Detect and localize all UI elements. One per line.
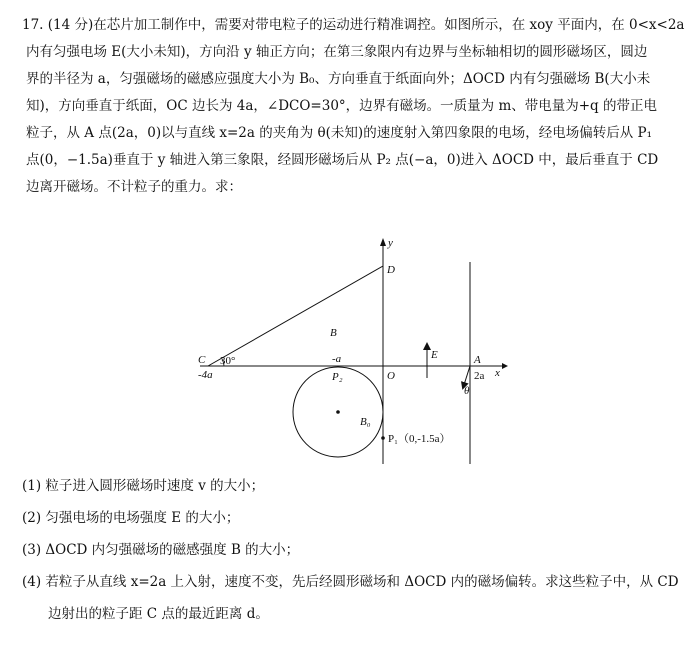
field-e-label: E <box>431 349 438 361</box>
field-b0-label: B₀ <box>360 416 371 428</box>
question-1: (1) 粒子进入圆形磁场时速度 v 的大小； <box>22 478 265 494</box>
circle-center-dot <box>336 410 340 414</box>
problem-line-1: 17. (14 分)在芯片加工制作中，需要对带电粒子的运动进行精准调控。如图所示，在 xoy 平面内，在 0<x<2a <box>22 17 685 33</box>
p1-point <box>381 436 385 440</box>
question-2: (2) 匀强电场的电场强度 E 的大小； <box>22 510 240 526</box>
p1-label: P₁（0,-1.5a） <box>388 433 451 445</box>
theta-label: θ <box>464 385 470 397</box>
neg-4a-label: -4a <box>198 369 213 381</box>
triangle-cd-edge <box>208 266 383 366</box>
x-axis-arrow <box>502 363 508 369</box>
physics-diagram <box>180 232 510 472</box>
point-d-label: D <box>387 264 395 276</box>
question-4-continued: 边射出的粒子距 C 点的最近距离 d。 <box>48 606 269 622</box>
pos-2a-label: 2a <box>474 370 485 382</box>
field-b-label: B <box>330 327 337 339</box>
origin-label: O <box>387 370 395 382</box>
x-axis-label: x <box>495 367 500 379</box>
question-list <box>22 470 679 630</box>
problem-line-3: 界的半径为 a，匀强磁场的磁感应强度大小为 B₀、方向垂直于纸面向外；ΔOCD 内有匀强磁场 B(大小未 <box>26 71 651 87</box>
diagram-svg <box>180 232 510 472</box>
angle-30-label: 30° <box>220 355 236 367</box>
question-3: (3) ΔOCD 内匀强磁场的磁感强度 B 的大小； <box>22 542 300 558</box>
point-a-label: A <box>474 354 481 366</box>
p2-label: P₂ <box>332 371 343 383</box>
point-c-label: C <box>198 354 206 366</box>
question-4: (4) 若粒子从直线 x=2a 上入射，速度不变，先后经圆形磁场和 ΔOCD 内的磁场偏转。求这些粒子中，从 CD <box>22 574 679 590</box>
y-axis-label: y <box>388 237 393 249</box>
problem-statement <box>22 12 685 201</box>
problem-line-6: 点(0，−1.5a)垂直于 y 轴进入第三象限，经圆形磁场后从 P₂ 点(−a，0)进入 ΔOCD 中，最后垂直于 CD <box>26 152 659 168</box>
problem-line-5: 粒子，从 A 点(2a，0)以与直线 x=2a 的夹角为 θ(未知)的速度射入第四象限的电场，经电场偏转后从 P₁ <box>26 125 652 141</box>
problem-line-7: 边离开磁场。不计粒子的重力。求： <box>26 179 242 195</box>
problem-line-4: 知)，方向垂直于纸面，OC 边长为 4a，∠DCO=30°，边界有磁场。一质量为 m、带电量为+q 的带正电 <box>26 98 657 114</box>
problem-line-2: 内有匀强电场 E(大小未知)，方向沿 y 轴正方向；在第三象限内有边界与坐标轴相切的圆形磁场区，圆边 <box>26 44 648 60</box>
neg-a-label: -a <box>332 353 342 365</box>
y-axis-arrow <box>380 238 386 246</box>
